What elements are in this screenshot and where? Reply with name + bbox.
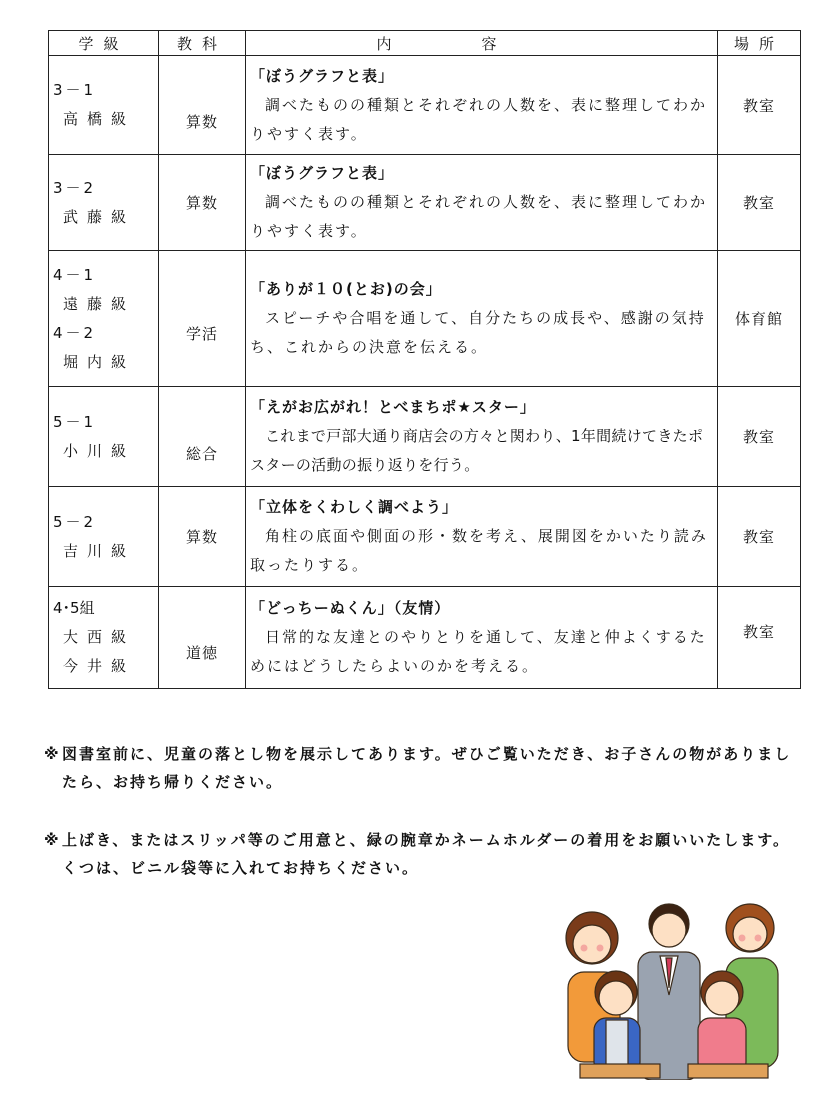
lesson-description: 日常的な友達とのやりとりを通して、友達と仲よくするためにはどうしたらよいのかを考える。 [250, 628, 707, 675]
table-row [49, 487, 801, 587]
class-number: 4･5組 [53, 599, 95, 617]
lesson-title: 「ぼうグラフと表」 [250, 164, 395, 182]
lesson-title: 「ぼうグラフと表」 [250, 66, 395, 85]
place-cell: 体育館 [718, 251, 801, 387]
header-place: 場所 [718, 31, 801, 56]
teacher-name: 遠藤級 [63, 294, 136, 313]
class-cell [49, 387, 159, 487]
teacher-name: 小川級 [63, 441, 136, 460]
table-row [49, 56, 801, 155]
content-cell [246, 251, 718, 387]
place-cell: 教室 [718, 56, 801, 155]
class-cell [49, 587, 159, 689]
content-cell [246, 155, 718, 251]
lesson-title: 「立体をくわしく調べよう」 [250, 498, 459, 516]
header-class: 学級 [49, 31, 159, 56]
content-cell [246, 387, 718, 487]
subject-cell: 総合 [159, 387, 246, 487]
teacher-name: 大西級 [63, 628, 136, 646]
note-text: 上ばき、またはスリッパ等のご用意と、緑の腕章かネームホルダーの着用をお願いいたします。くつは、ビニル袋等に入れてお持ちください。 [62, 831, 791, 877]
class-number: 5－1 [53, 412, 97, 431]
lesson-title: 「どっちーぬくん」（友情） [250, 599, 451, 617]
teacher-name: 堀内級 [63, 352, 136, 371]
note-lost-items [44, 740, 804, 796]
class-cell [49, 56, 159, 155]
class-cell [49, 155, 159, 251]
content-cell [246, 587, 718, 689]
lesson-description: スピーチや合唱を通して、自分たちの成長や、感謝の気持ち、これからの決意を伝える。 [250, 309, 706, 356]
table-row [49, 387, 801, 487]
subject-cell: 道徳 [159, 587, 246, 689]
class-number: 4－1 [53, 265, 97, 284]
family-illustration [560, 900, 790, 1080]
subject-cell: 算数 [159, 155, 246, 251]
teacher-name: 武藤級 [63, 207, 136, 226]
header-subject: 教科 [159, 31, 246, 56]
note-text: 図書室前に、児童の落とし物を展示してあります。ぜひご覧いただき、お子さんの物がありましたら、お持ち帰りください。 [62, 745, 792, 791]
class-cell [49, 251, 159, 387]
class-number: 4－2 [53, 323, 97, 342]
class-number: 3－1 [53, 81, 97, 99]
note-slippers [44, 826, 804, 882]
lesson-title: 「ありが１０(とお)の会」 [250, 280, 442, 298]
lesson-description: 角柱の底面や側面の形・数を考え、展開図をかいたり読み取ったりする。 [250, 527, 708, 574]
subject-cell: 算数 [159, 56, 246, 155]
table-header-row [49, 31, 801, 56]
content-cell [246, 487, 718, 587]
lesson-description: 調べたものの種類とそれぞれの人数を、表に整理してわかりやすく表す。 [250, 95, 708, 143]
table-row [49, 251, 801, 387]
lesson-description: 調べたものの種類とそれぞれの人数を、表に整理してわかりやすく表す。 [250, 193, 708, 240]
place-cell: 教室 [718, 487, 801, 587]
note-mark: ※ [44, 745, 61, 763]
teacher-name: 高橋級 [63, 110, 136, 128]
lesson-title: 「えがお広がれ！とべまちポ★スター」 [250, 398, 536, 416]
place-cell: 教室 [718, 155, 801, 251]
class-number: 5－2 [53, 512, 97, 531]
lesson-description: これまで戸部大通り商店会の方々と関わり、1年間続けてきたポスターの活動の振り返りを行う。 [250, 427, 704, 474]
content-cell [246, 56, 718, 155]
note-mark: ※ [44, 831, 61, 849]
table-row [49, 155, 801, 251]
subject-cell: 算数 [159, 487, 246, 587]
teacher-name: 今井級 [63, 657, 136, 675]
teacher-name: 吉川級 [63, 541, 136, 560]
table-row [49, 587, 801, 689]
schedule-table [48, 30, 801, 689]
subject-cell: 学活 [159, 251, 246, 387]
place-cell: 教室 [718, 387, 801, 487]
header-content: 内容 [246, 31, 718, 56]
class-cell [49, 487, 159, 587]
class-number: 3－2 [53, 178, 97, 197]
place-cell: 教室 [718, 587, 801, 689]
